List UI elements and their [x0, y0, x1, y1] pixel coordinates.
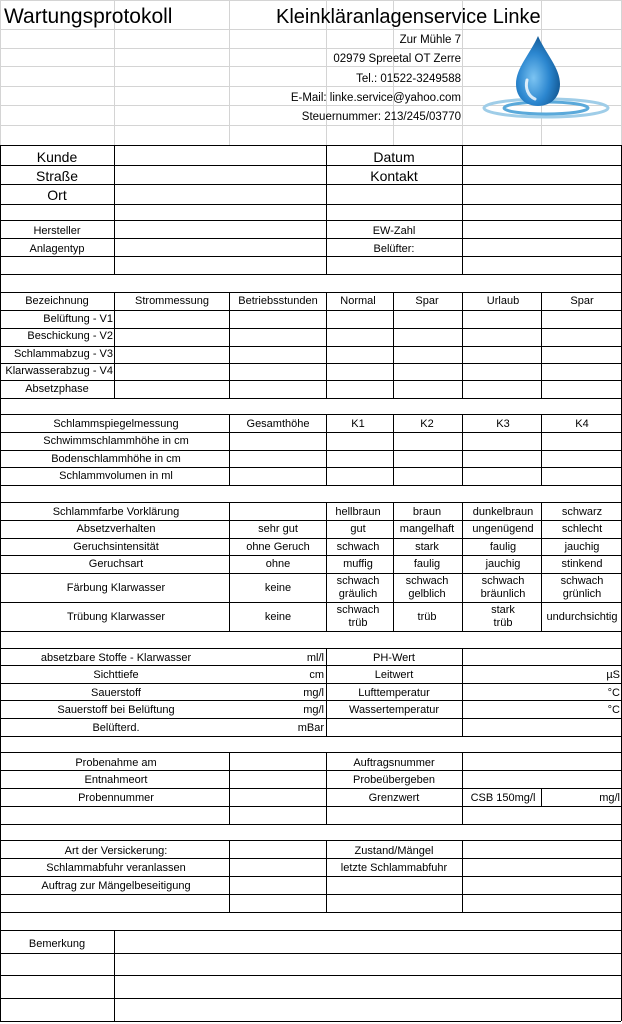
eval-value: faulig: [489, 541, 517, 553]
sludge-header-k4: K4: [575, 418, 589, 430]
eval-value: sehr gut: [258, 523, 298, 535]
eval-value: schwach: [336, 541, 380, 553]
address-line-3: Tel.: 01522-3249588: [356, 73, 461, 85]
op-row-label: Schlammabzug - V3: [13, 348, 113, 360]
op-row-label: Klarwasserabzug - V4: [5, 365, 113, 377]
eval-value: schwach gelblich: [405, 575, 449, 600]
label-anlagentyp: Anlagentyp: [29, 243, 85, 255]
eval-label: Geruchsintensität: [73, 541, 159, 553]
eval-value: stinkend: [561, 558, 603, 570]
meas-label: Sichttiefe: [93, 669, 139, 681]
meas-label: Sauerstoff: [91, 687, 141, 699]
label-grenzwert: Grenzwert: [368, 792, 420, 804]
label-kontakt: Kontakt: [370, 168, 418, 184]
op-header-betriebsstunden: Betriebsstunden: [238, 295, 318, 307]
label-schlammabfuhr: Schlammabfuhr veranlassen: [46, 862, 186, 874]
label-entnahmeort: Entnahmeort: [84, 774, 148, 786]
op-header-bezeichnung: Bezeichnung: [25, 295, 89, 307]
meas-label: PH-Wert: [373, 652, 415, 664]
eval-label: Trübung Klarwasser: [66, 611, 166, 623]
label-ew-zahl: EW-Zahl: [372, 225, 416, 237]
label-hersteller: Hersteller: [33, 225, 81, 237]
op-header-strommessung: Strommessung: [135, 295, 209, 307]
eval-value: schwach trüb: [336, 604, 380, 629]
eval-value: schwach bräunlich: [480, 575, 526, 600]
address-line-1: Zur Mühle 7: [399, 34, 461, 46]
label-bemerkung: Bemerkung: [28, 938, 86, 950]
sludge-header-k2: K2: [420, 418, 434, 430]
meas-unit: mBar: [297, 722, 324, 734]
meas-unit: mg/l: [303, 687, 324, 699]
op-header-urlaub: Urlaub: [486, 295, 520, 307]
meas-unit: °C: [607, 687, 620, 699]
eval-value: stark trüb: [491, 604, 515, 629]
eval-value: keine: [264, 582, 292, 594]
eval-value: faulig: [413, 558, 441, 570]
label-auftrag: Auftrag zur Mängelbeseitigung: [41, 880, 191, 892]
label-versickerung: Art der Versickerung:: [64, 845, 168, 857]
eval-label: Geruchsart: [88, 558, 144, 570]
eval-value: hellbraun: [335, 506, 381, 518]
company-name: Kleinkläranlagenservice Linke: [276, 6, 541, 28]
label-probenahme: Probenahme am: [75, 757, 157, 769]
eval-value: jauchig: [485, 558, 521, 570]
water-drop-icon: [480, 32, 610, 122]
meas-label: Belüfterd.: [92, 722, 140, 734]
eval-value: keine: [264, 611, 292, 623]
label-zustand: Zustand/Mängel: [354, 845, 434, 857]
meas-unit: cm: [309, 669, 324, 681]
label-kunde: Kunde: [36, 149, 78, 165]
op-row-label: Absetzphase: [25, 383, 89, 395]
eval-value: schwarz: [561, 506, 603, 518]
eval-label: Färbung Klarwasser: [66, 582, 166, 594]
label-letzte: letzte Schlammabfuhr: [340, 862, 448, 874]
label-probennummer: Probennummer: [78, 792, 154, 804]
eval-value: ungenügend: [472, 523, 534, 535]
op-header-normal: Normal: [340, 295, 376, 307]
address-line-2: 02979 Spreetal OT Zerre: [333, 53, 461, 65]
meas-label: absetzbare Stoffe - Klarwasser: [40, 652, 192, 664]
eval-value: schwach grünlich: [560, 575, 604, 600]
eval-value: stark: [415, 541, 439, 553]
sludge-header-label: Schlammspiegelmessung: [53, 418, 179, 430]
op-row-label: Beschickung - V2: [27, 330, 113, 342]
eval-value: braun: [412, 506, 442, 518]
address-line-5: Steuernummer: 213/245/03770: [301, 111, 461, 123]
label-strasse: Straße: [35, 168, 79, 184]
meas-unit: µS: [606, 669, 620, 681]
meas-unit: ml/l: [306, 652, 324, 664]
eval-value: undurchsichtig: [546, 611, 618, 623]
op-header-spar-2: Spar: [570, 295, 594, 307]
page-title: Wartungsprotokoll: [4, 5, 173, 28]
label-auftragsnummer: Auftragsnummer: [353, 757, 435, 769]
label-probeuebergeben: Probeübergeben: [353, 774, 435, 786]
eval-value: mangelhaft: [399, 523, 455, 535]
meas-unit: °C: [607, 704, 620, 716]
eval-value: trüb: [417, 611, 437, 623]
op-header-spar-1: Spar: [415, 295, 439, 307]
eval-value: gut: [350, 523, 366, 535]
meas-label: Wassertemperatur: [348, 704, 440, 716]
eval-value: ohne Geruch: [246, 541, 310, 553]
eval-value: schlecht: [561, 523, 603, 535]
value-csb: CSB 150mg/l: [470, 792, 536, 804]
eval-value: jauchig: [564, 541, 600, 553]
eval-value: dunkelbraun: [472, 506, 534, 518]
eval-value: muffig: [343, 558, 373, 570]
sludge-row-label: Schwimmschlammhöhe in cm: [43, 435, 189, 447]
label-ort: Ort: [47, 187, 67, 203]
eval-label: Schlammfarbe Vorklärung: [52, 506, 180, 518]
sludge-header-k3: K3: [496, 418, 510, 430]
meas-label: Leitwert: [374, 669, 414, 681]
sludge-header-k1: K1: [351, 418, 365, 430]
eval-label: Absetzverhalten: [76, 523, 156, 535]
eval-value: schwach gräulich: [336, 575, 380, 600]
meas-unit: mg/l: [303, 704, 324, 716]
sludge-row-label: Schlammvolumen in ml: [59, 470, 173, 482]
unit-csb: mg/l: [599, 792, 620, 804]
sludge-header-gesamthoehe: Gesamthöhe: [246, 418, 310, 430]
op-row-label: Belüftung - V1: [43, 313, 113, 325]
address-line-4: E-Mail: linke.service@yahoo.com: [290, 92, 461, 104]
sludge-row-label: Bodenschlammhöhe in cm: [51, 453, 181, 465]
label-belufter: Belüfter:: [373, 243, 415, 255]
meas-label: Sauerstoff bei Belüftung: [57, 704, 175, 716]
meas-label: Lufttemperatur: [358, 687, 430, 699]
eval-value: ohne: [265, 558, 291, 570]
label-datum: Datum: [373, 149, 415, 165]
